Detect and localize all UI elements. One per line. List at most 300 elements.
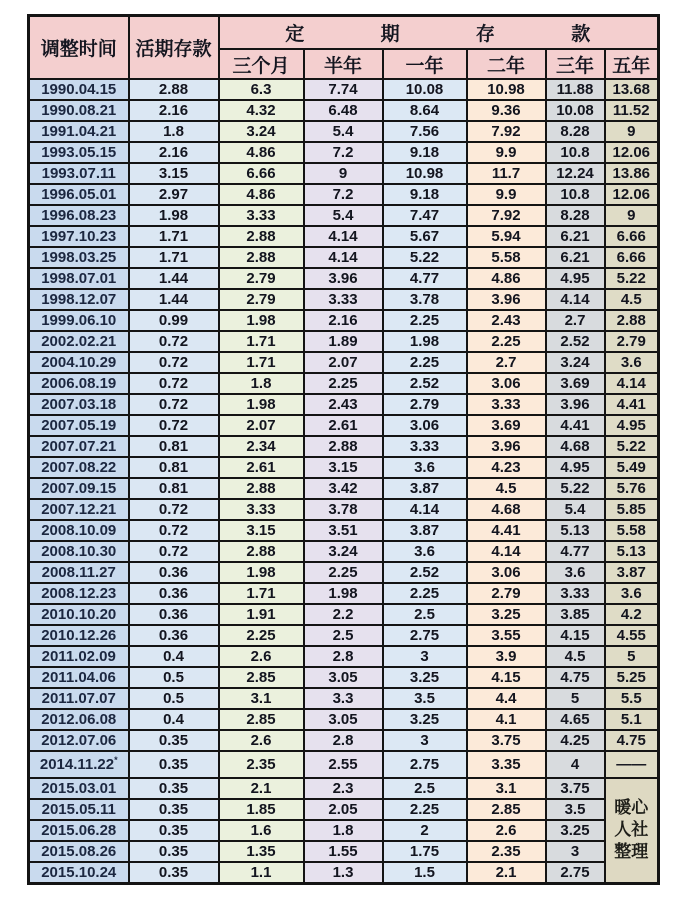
table-row <box>29 184 659 205</box>
date-cell: 2014.11.22* <box>29 751 129 778</box>
rate-cell: 0.72 <box>129 520 219 541</box>
rate-cell: 2.75 <box>546 862 605 883</box>
rate-cell: 2.88 <box>304 436 383 457</box>
rate-cell: 5.22 <box>546 478 605 499</box>
rate-cell: 2.34 <box>219 436 304 457</box>
rate-cell: 11.88 <box>546 79 605 100</box>
rate-cell: 3.25 <box>467 604 546 625</box>
rate-cell: 3.96 <box>467 289 546 310</box>
rate-cell: 3.1 <box>219 688 304 709</box>
rate-cell: 0.5 <box>129 688 219 709</box>
rate-cell: 3.6 <box>383 541 467 562</box>
rate-cell: 6.3 <box>219 79 304 100</box>
rate-cell: 3.75 <box>467 730 546 751</box>
table-row <box>29 268 659 289</box>
rate-cell: 4.15 <box>546 625 605 646</box>
rate-cell: 3.15 <box>219 520 304 541</box>
rate-cell: 6.66 <box>605 247 659 268</box>
rate-cell: 13.86 <box>605 163 659 184</box>
rate-cell: 4.55 <box>605 625 659 646</box>
table-row <box>29 457 659 478</box>
rate-cell: 3.5 <box>383 688 467 709</box>
rate-cell: 3.15 <box>129 163 219 184</box>
table-row <box>29 247 659 268</box>
rate-cell: 7.56 <box>383 121 467 142</box>
rate-cell: 6.48 <box>304 100 383 121</box>
rate-cell: 7.92 <box>467 121 546 142</box>
rate-cell: 3.5 <box>546 799 605 820</box>
rate-cell: 3.05 <box>304 709 383 730</box>
rate-cell: 2.85 <box>219 709 304 730</box>
rate-cell: 0.81 <box>129 436 219 457</box>
rate-cell: 1.71 <box>219 583 304 604</box>
rate-cell: 3.78 <box>304 499 383 520</box>
table-row <box>29 862 659 883</box>
rate-cell: 2.35 <box>467 841 546 862</box>
rate-cell: 10.98 <box>467 79 546 100</box>
rate-cell: 2.43 <box>467 310 546 331</box>
rate-cell: 4.41 <box>467 520 546 541</box>
table-row <box>29 778 659 799</box>
rate-cell: 2.35 <box>219 751 304 778</box>
rate-cell: 0.72 <box>129 373 219 394</box>
date-cell: 2015.05.11 <box>29 799 129 820</box>
table-row <box>29 709 659 730</box>
rate-cell: 9.36 <box>467 100 546 121</box>
rate-cell: 2.43 <box>304 394 383 415</box>
rate-cell: 2.3 <box>304 778 383 799</box>
rate-cell: 3.96 <box>467 436 546 457</box>
table-body <box>29 79 659 883</box>
rate-cell: 9.18 <box>383 142 467 163</box>
rate-cell: 3.96 <box>304 268 383 289</box>
rate-cell: 10.98 <box>383 163 467 184</box>
rate-cell: 3.24 <box>546 352 605 373</box>
rate-cell: 2.25 <box>219 625 304 646</box>
rate-cell: 4.15 <box>467 667 546 688</box>
rate-cell: 4.75 <box>546 667 605 688</box>
rate-cell: 7.2 <box>304 142 383 163</box>
rate-cell: 4.75 <box>605 730 659 751</box>
rate-cell: 3.35 <box>467 751 546 778</box>
rate-cell: 3 <box>383 646 467 667</box>
date-cell: 1990.08.21 <box>29 100 129 121</box>
rate-cell: 5.49 <box>605 457 659 478</box>
deposit-rate-table <box>27 14 660 885</box>
date-cell: 2010.10.20 <box>29 604 129 625</box>
table-row <box>29 478 659 499</box>
rate-cell: 0.35 <box>129 730 219 751</box>
rate-cell: 0.36 <box>129 604 219 625</box>
table-row <box>29 79 659 100</box>
rate-cell: 6.21 <box>546 226 605 247</box>
rate-cell: 0.35 <box>129 820 219 841</box>
rate-cell: 12.06 <box>605 184 659 205</box>
date-cell: 2015.03.01 <box>29 778 129 799</box>
rate-cell: 1.8 <box>129 121 219 142</box>
rate-cell: 4.14 <box>383 499 467 520</box>
rate-cell: 9 <box>605 205 659 226</box>
table-row <box>29 142 659 163</box>
rate-cell: 0.4 <box>129 709 219 730</box>
rate-cell: 9 <box>304 163 383 184</box>
date-cell: 2011.04.06 <box>29 667 129 688</box>
rate-cell: 10.08 <box>383 79 467 100</box>
rate-cell: 5.22 <box>605 436 659 457</box>
table-row <box>29 520 659 541</box>
table-row <box>29 331 659 352</box>
table-row <box>29 562 659 583</box>
date-cell: 2007.12.21 <box>29 499 129 520</box>
rate-cell: 5.76 <box>605 478 659 499</box>
date-cell: 1997.10.23 <box>29 226 129 247</box>
rate-cell: 3.1 <box>467 778 546 799</box>
date-cell: 2015.10.24 <box>29 862 129 883</box>
rate-cell: 3.42 <box>304 478 383 499</box>
col-header-two-year: 二年 <box>467 49 546 79</box>
rate-cell: 1.85 <box>219 799 304 820</box>
rate-cell: 7.92 <box>467 205 546 226</box>
date-cell: 1998.12.07 <box>29 289 129 310</box>
rate-cell: 0.36 <box>129 583 219 604</box>
rate-cell: 2.25 <box>383 583 467 604</box>
date-cell: 2012.06.08 <box>29 709 129 730</box>
rate-cell: 3.33 <box>219 205 304 226</box>
col-header-adjust-time: 调整时间 <box>29 16 129 80</box>
rate-cell: 2.88 <box>219 478 304 499</box>
rate-cell: 0.36 <box>129 625 219 646</box>
rate-cell: 2.25 <box>383 352 467 373</box>
rate-cell: 0.4 <box>129 646 219 667</box>
rate-cell: 3.33 <box>546 583 605 604</box>
rate-cell: 2.61 <box>219 457 304 478</box>
table-row <box>29 799 659 820</box>
rate-cell: 4.14 <box>304 226 383 247</box>
rate-cell: 3.75 <box>546 778 605 799</box>
rate-cell: 4.77 <box>546 541 605 562</box>
rate-cell: —— <box>605 751 659 778</box>
rate-cell: 2.85 <box>467 799 546 820</box>
rate-cell: 4.77 <box>383 268 467 289</box>
rate-cell: 4.41 <box>546 415 605 436</box>
rate-cell: 3.25 <box>383 709 467 730</box>
rate-cell: 8.64 <box>383 100 467 121</box>
rate-cell: 5 <box>546 688 605 709</box>
rate-cell: 1.35 <box>219 841 304 862</box>
table-row <box>29 499 659 520</box>
rate-cell: 7.2 <box>304 184 383 205</box>
rate-cell: 1.89 <box>304 331 383 352</box>
rate-cell: 1.71 <box>129 226 219 247</box>
rate-cell: 11.52 <box>605 100 659 121</box>
rate-cell: 5.85 <box>605 499 659 520</box>
rate-cell: 3.55 <box>467 625 546 646</box>
rate-cell: 2.25 <box>304 373 383 394</box>
rate-cell: 2.25 <box>383 799 467 820</box>
rate-cell: 2.75 <box>383 625 467 646</box>
rate-cell: 10.8 <box>546 184 605 205</box>
rate-cell: 9.9 <box>467 184 546 205</box>
rate-cell: 5.22 <box>383 247 467 268</box>
rate-cell: 3.33 <box>467 394 546 415</box>
rate-cell: 0.72 <box>129 394 219 415</box>
rate-cell: 4.5 <box>467 478 546 499</box>
rate-cell: 3.69 <box>546 373 605 394</box>
rate-cell: 7.74 <box>304 79 383 100</box>
table-row <box>29 751 659 778</box>
rate-cell: 0.81 <box>129 478 219 499</box>
col-header-time-deposit-group: 定 期 存 款 <box>219 16 659 50</box>
rate-cell: 4 <box>546 751 605 778</box>
rate-cell: 4.5 <box>605 289 659 310</box>
date-cell: 1998.03.25 <box>29 247 129 268</box>
table-row <box>29 841 659 862</box>
rate-cell: 2.25 <box>383 310 467 331</box>
table-row <box>29 394 659 415</box>
source-note-cell: 暖心 人社 整理 <box>605 778 659 883</box>
rate-cell: 0.81 <box>129 457 219 478</box>
date-cell: 2015.06.28 <box>29 820 129 841</box>
rate-cell: 2.16 <box>129 100 219 121</box>
rate-cell: 1.71 <box>219 331 304 352</box>
rate-cell: 4.1 <box>467 709 546 730</box>
rate-cell: 2.79 <box>467 583 546 604</box>
date-cell: 2011.02.09 <box>29 646 129 667</box>
rate-cell: 2.6 <box>219 646 304 667</box>
rate-cell: 4.86 <box>467 268 546 289</box>
footnote-mark: * <box>114 755 118 765</box>
rate-cell: 5.4 <box>304 121 383 142</box>
rate-cell: 1.91 <box>219 604 304 625</box>
date-cell: 2008.11.27 <box>29 562 129 583</box>
rate-cell: 0.72 <box>129 415 219 436</box>
rate-cell: 2.55 <box>304 751 383 778</box>
rate-cell: 0.35 <box>129 799 219 820</box>
rate-cell: 3.06 <box>467 562 546 583</box>
rate-cell: 12.24 <box>546 163 605 184</box>
date-cell: 1999.06.10 <box>29 310 129 331</box>
date-cell: 2008.10.30 <box>29 541 129 562</box>
rate-cell: 5 <box>605 646 659 667</box>
rate-cell: 4.68 <box>546 436 605 457</box>
rate-cell: 2.88 <box>129 79 219 100</box>
rate-cell: 2.5 <box>304 625 383 646</box>
rate-cell: 4.14 <box>304 247 383 268</box>
rate-cell: 1.3 <box>304 862 383 883</box>
date-cell: 2007.08.22 <box>29 457 129 478</box>
rate-cell: 5.4 <box>304 205 383 226</box>
rate-cell: 9.18 <box>383 184 467 205</box>
rate-cell: 4.14 <box>546 289 605 310</box>
table-row <box>29 121 659 142</box>
rate-cell: 1.71 <box>129 247 219 268</box>
rate-cell: 4.95 <box>546 457 605 478</box>
rate-cell: 4.23 <box>467 457 546 478</box>
rate-cell: 4.25 <box>546 730 605 751</box>
date-cell: 1993.05.15 <box>29 142 129 163</box>
date-cell: 2007.03.18 <box>29 394 129 415</box>
date-cell: 2004.10.29 <box>29 352 129 373</box>
rate-cell: 1.5 <box>383 862 467 883</box>
rate-cell: 2.88 <box>219 226 304 247</box>
table-row <box>29 289 659 310</box>
rate-cell: 0.72 <box>129 352 219 373</box>
table-row <box>29 163 659 184</box>
rate-cell: 1.44 <box>129 268 219 289</box>
table-row <box>29 310 659 331</box>
rate-cell: 2.8 <box>304 646 383 667</box>
rate-cell: 3.33 <box>383 436 467 457</box>
date-cell: 2012.07.06 <box>29 730 129 751</box>
rate-cell: 3.6 <box>546 562 605 583</box>
rate-cell: 1.71 <box>219 352 304 373</box>
col-header-half-year: 半年 <box>304 49 383 79</box>
rate-cell: 3.6 <box>605 583 659 604</box>
rate-cell: 2.52 <box>546 331 605 352</box>
date-cell: 1991.04.21 <box>29 121 129 142</box>
rate-cell: 1.98 <box>219 394 304 415</box>
rate-cell: 6.21 <box>546 247 605 268</box>
rate-cell: 4.14 <box>467 541 546 562</box>
rate-cell: 3.06 <box>383 415 467 436</box>
rate-cell: 3.33 <box>304 289 383 310</box>
rate-cell: 3.69 <box>467 415 546 436</box>
table-row <box>29 583 659 604</box>
rate-cell: 2.16 <box>304 310 383 331</box>
rate-cell: 10.8 <box>546 142 605 163</box>
rate-cell: 2 <box>383 820 467 841</box>
rate-cell: 0.72 <box>129 499 219 520</box>
rate-cell: 5.22 <box>605 268 659 289</box>
rate-cell: 4.4 <box>467 688 546 709</box>
rate-cell: 1.1 <box>219 862 304 883</box>
rate-cell: 2.25 <box>304 562 383 583</box>
date-cell: 2002.02.21 <box>29 331 129 352</box>
rate-cell: 1.98 <box>219 562 304 583</box>
rate-cell: 8.28 <box>546 205 605 226</box>
rate-cell: 1.98 <box>383 331 467 352</box>
rate-cell: 4.95 <box>546 268 605 289</box>
rate-cell: 4.2 <box>605 604 659 625</box>
deposit-rate-table-wrap <box>27 14 660 885</box>
rate-cell: 2.61 <box>304 415 383 436</box>
rate-cell: 4.65 <box>546 709 605 730</box>
rate-cell: 2.88 <box>219 247 304 268</box>
date-cell: 1998.07.01 <box>29 268 129 289</box>
rate-cell: 3.15 <box>304 457 383 478</box>
rate-cell: 1.44 <box>129 289 219 310</box>
date-cell: 2011.07.07 <box>29 688 129 709</box>
rate-cell: 2.6 <box>219 730 304 751</box>
rate-cell: 2.79 <box>605 331 659 352</box>
rate-cell: 0.5 <box>129 667 219 688</box>
rate-cell: 6.66 <box>219 163 304 184</box>
rate-cell: 2.7 <box>546 310 605 331</box>
rate-cell: 2.07 <box>304 352 383 373</box>
rate-cell: 0.99 <box>129 310 219 331</box>
col-header-one-year: 一年 <box>383 49 467 79</box>
date-cell: 1993.07.11 <box>29 163 129 184</box>
date-cell: 2015.08.26 <box>29 841 129 862</box>
date-cell: 1990.04.15 <box>29 79 129 100</box>
rate-cell: 3.6 <box>605 352 659 373</box>
rate-cell: 2.1 <box>467 862 546 883</box>
table-row <box>29 205 659 226</box>
rate-cell: 0.35 <box>129 778 219 799</box>
rate-cell: 3.24 <box>219 121 304 142</box>
rate-cell: 4.86 <box>219 142 304 163</box>
table-row <box>29 226 659 247</box>
table-row <box>29 541 659 562</box>
rate-cell: 11.7 <box>467 163 546 184</box>
rate-cell: 12.06 <box>605 142 659 163</box>
rate-cell: 2.97 <box>129 184 219 205</box>
rate-cell: 1.98 <box>219 310 304 331</box>
table-row <box>29 730 659 751</box>
rate-cell: 1.6 <box>219 820 304 841</box>
col-header-three-year: 三年 <box>546 49 605 79</box>
rate-cell: 4.68 <box>467 499 546 520</box>
rate-cell: 3.87 <box>383 478 467 499</box>
table-row <box>29 604 659 625</box>
rate-cell: 9.9 <box>467 142 546 163</box>
rate-cell: 5.13 <box>546 520 605 541</box>
rate-cell: 0.35 <box>129 751 219 778</box>
rate-cell: 4.32 <box>219 100 304 121</box>
rate-cell: 5.25 <box>605 667 659 688</box>
rate-cell: 3.51 <box>304 520 383 541</box>
rate-cell: 0.35 <box>129 862 219 883</box>
rate-cell: 9 <box>605 121 659 142</box>
rate-cell: 2.88 <box>219 541 304 562</box>
rate-cell: 2.07 <box>219 415 304 436</box>
rate-cell: 1.98 <box>129 205 219 226</box>
rate-cell: 3.25 <box>546 820 605 841</box>
rate-cell: 5.94 <box>467 226 546 247</box>
rate-cell: 4.14 <box>605 373 659 394</box>
date-cell: 1996.08.23 <box>29 205 129 226</box>
rate-cell: 2.79 <box>219 289 304 310</box>
rate-cell: 4.86 <box>219 184 304 205</box>
table-row <box>29 625 659 646</box>
rate-cell: 3 <box>546 841 605 862</box>
table-row <box>29 415 659 436</box>
rate-cell: 3.6 <box>383 457 467 478</box>
rate-cell: 2.6 <box>467 820 546 841</box>
rate-cell: 2.79 <box>383 394 467 415</box>
rate-cell: 10.08 <box>546 100 605 121</box>
rate-cell: 5.1 <box>605 709 659 730</box>
rate-cell: 3.25 <box>383 667 467 688</box>
table-row <box>29 352 659 373</box>
rate-cell: 2.5 <box>383 778 467 799</box>
rate-cell: 2.52 <box>383 373 467 394</box>
rate-cell: 2.16 <box>129 142 219 163</box>
date-cell: 2008.10.09 <box>29 520 129 541</box>
date-cell: 2007.09.15 <box>29 478 129 499</box>
rate-cell: 2.52 <box>383 562 467 583</box>
col-header-five-year: 五年 <box>605 49 659 79</box>
table-row <box>29 436 659 457</box>
rate-cell: 5.58 <box>605 520 659 541</box>
rate-cell: 2.79 <box>219 268 304 289</box>
rate-cell: 1.8 <box>304 820 383 841</box>
rate-cell: 3.85 <box>546 604 605 625</box>
date-cell: 1996.05.01 <box>29 184 129 205</box>
table-row <box>29 100 659 121</box>
rate-cell: 2.88 <box>605 310 659 331</box>
rate-cell: 3.78 <box>383 289 467 310</box>
